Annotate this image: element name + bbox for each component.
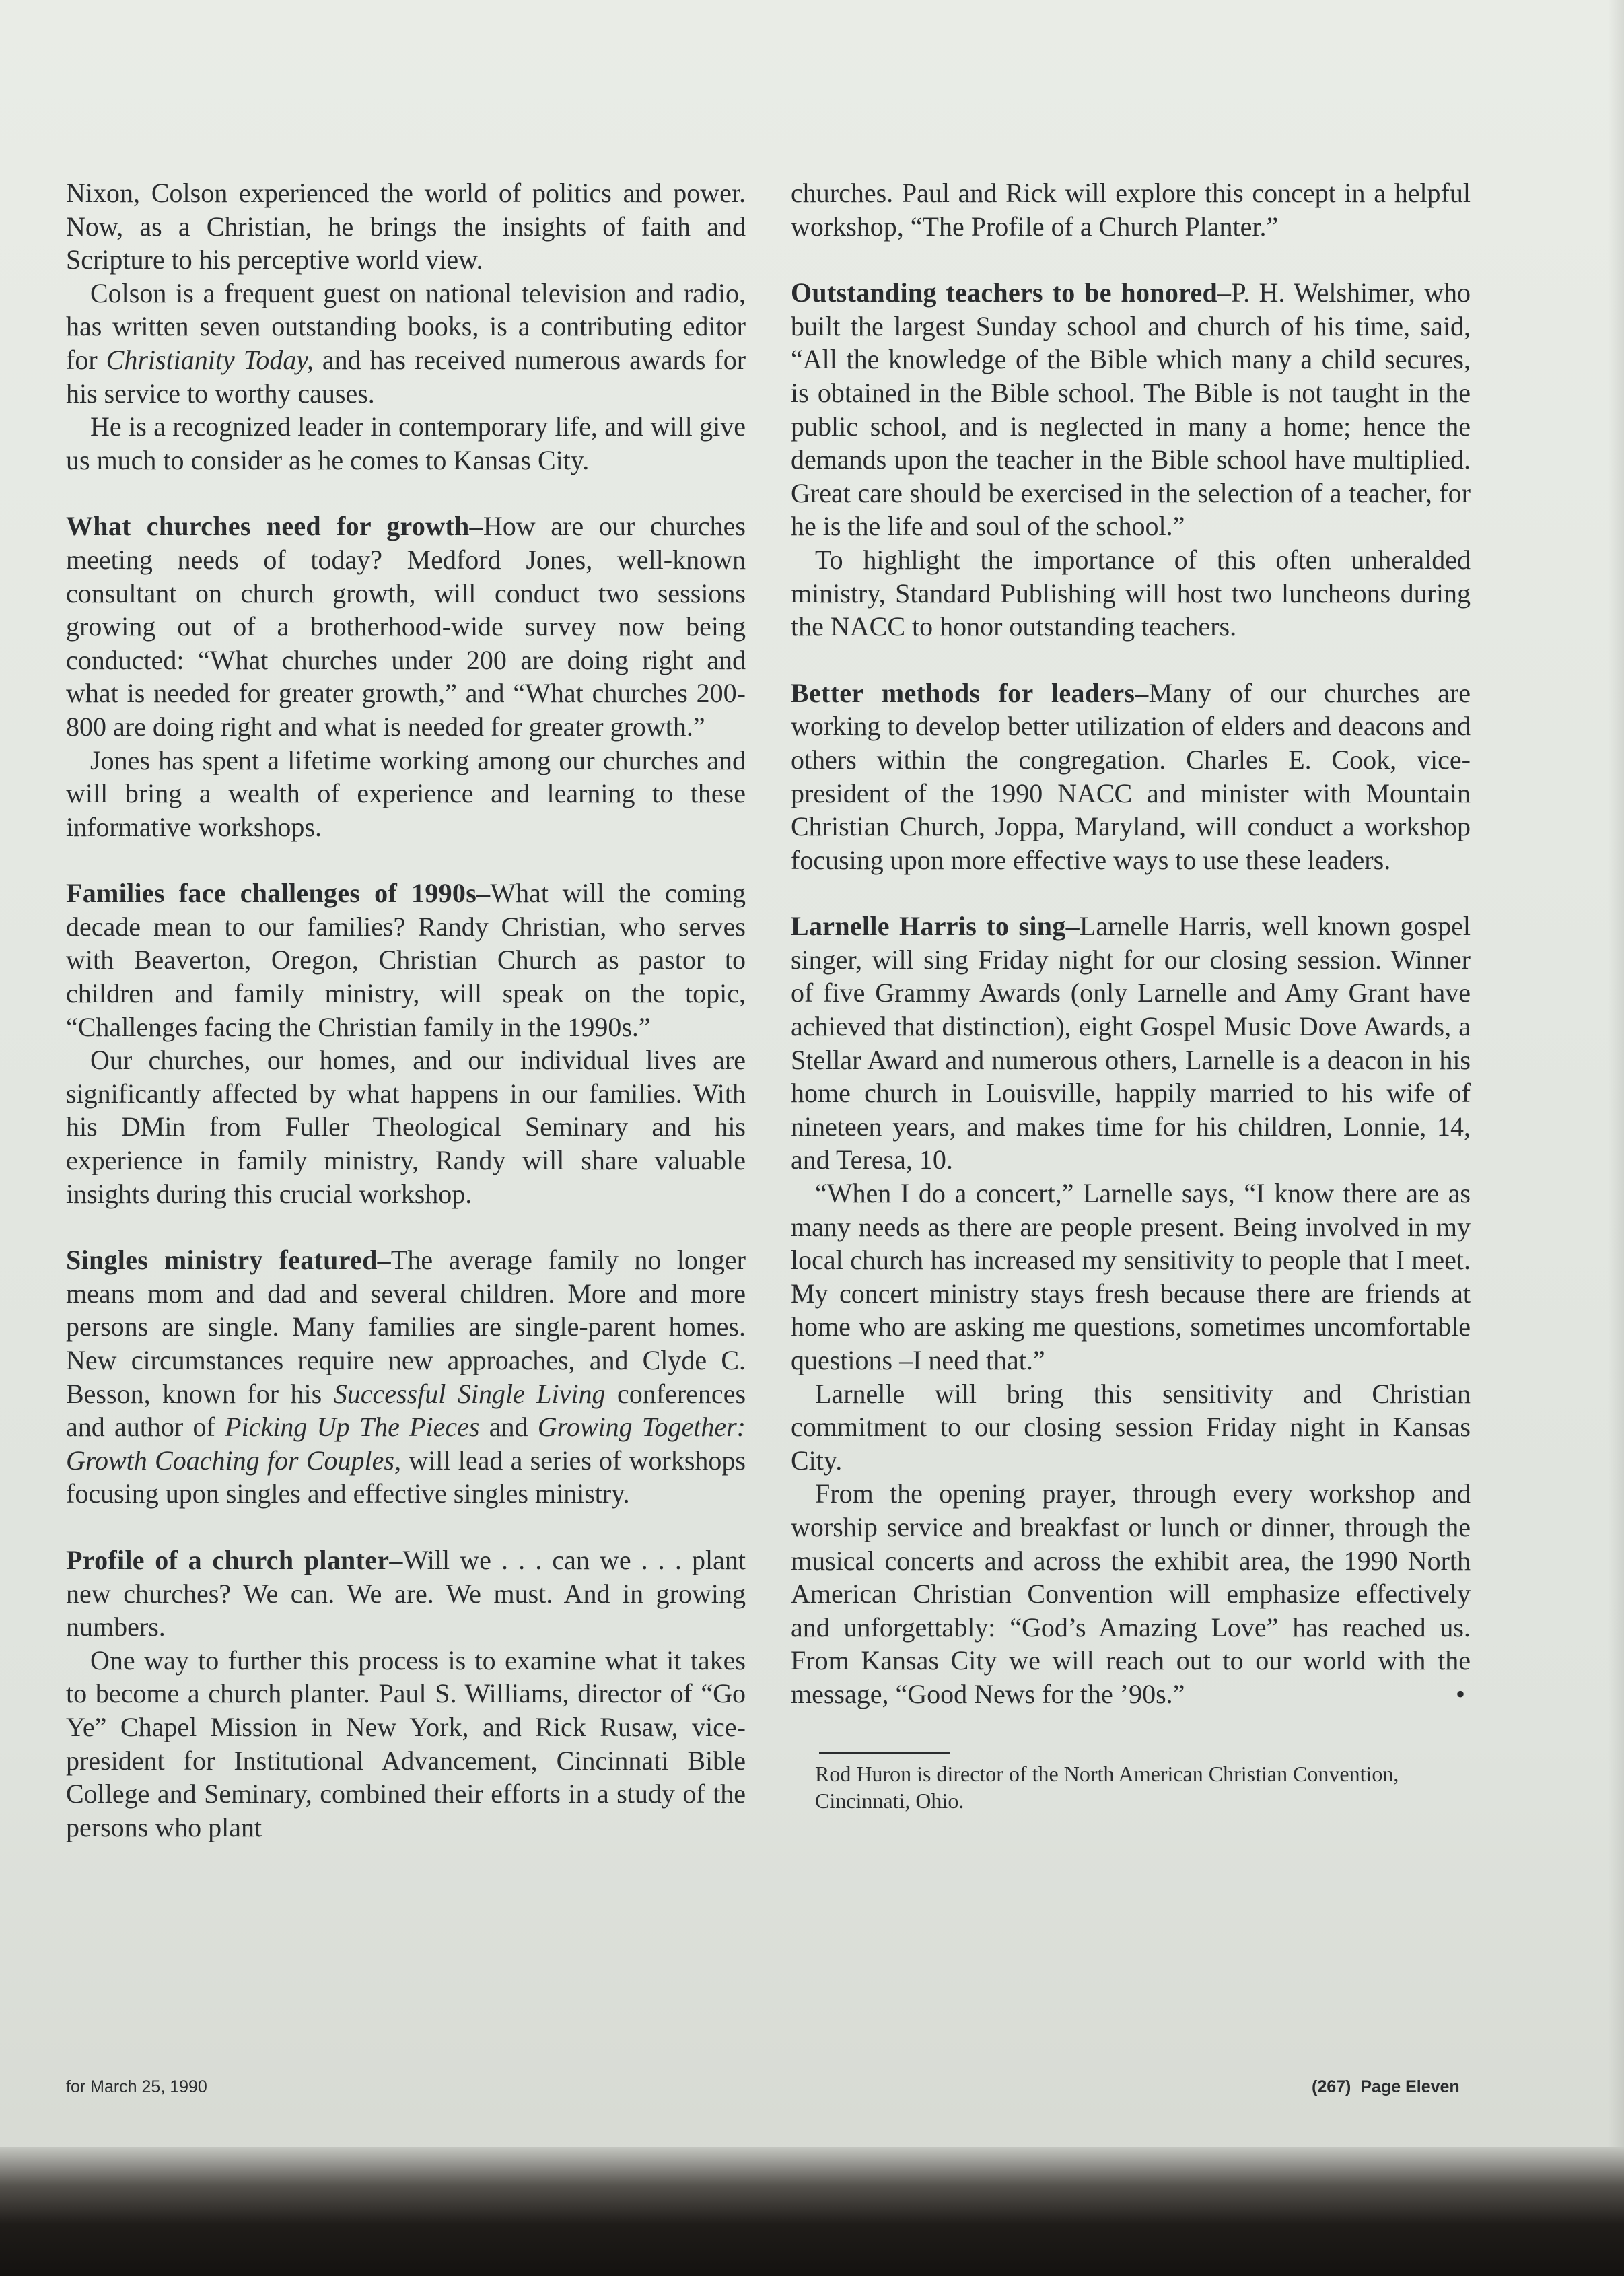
book-title: Growing Together: Growth Coaching for Couples, [66, 1412, 746, 1476]
section-heading: Families face challenges of 1990s– [66, 878, 491, 909]
book-title: Picking Up The Pieces [225, 1412, 480, 1443]
page-code: (267) [1312, 2077, 1351, 2096]
paragraph: Colson is a frequent guest on national television and radio, has written seven outstanding books, is a contributing editor for Christianity Today, and has received numerous awards for his service to worthy causes. [66, 277, 746, 409]
issue-date: for March 25, 1990 [66, 2077, 207, 2096]
scan-shadow [0, 2147, 1624, 2276]
paragraph: To highlight the importance of this often unheralded ministry, Standard Publishing will host two luncheons during the NACC to honor outstanding teachers. [791, 544, 1471, 642]
paragraph: Larnelle will bring this sensitivity and Christian commitment to our closing session Friday night in Kansas City. [791, 1378, 1471, 1476]
paragraph: “When I do a concert,” Larnelle says, “I know there are as many needs as there are people present. Being involved in my local church has increased my sensitivity to people that I meet. My concert ministry stays fresh because there are friends at home who are asking me questions, sometimes uncomfortable questions –I need that.” [791, 1178, 1471, 1375]
book-title: Successful Single Living [333, 1378, 606, 1409]
author-note: Rod Huron is director of the North American Christian Convention, Cincinnati, Ohio. [815, 1761, 1399, 1813]
right-column [791, 176, 1471, 1814]
left-column [66, 176, 746, 1844]
section-heading: Profile of a church planter– [66, 1544, 403, 1575]
section-harris: Larnelle Harris to sing–Larnelle Harris, well known gospel singer, will sing Friday night for our closing session. Winner of five Grammy Awards (only Larnelle and Amy Grant have achieved that distinction), eight Gospel Music Dove Awards, a Stellar Award and numerous others, Larnelle is a deacon in his home church in Louisville, happily married to his wife of nineteen years, and makes time for his children, Lonnie, 14, and Teresa, 10. [791, 911, 1471, 1175]
end-mark: • [1455, 1678, 1465, 1709]
paragraph: churches. Paul and Rick will explore this concept in a helpful workshop, “The Profile of a Church Planter.” [791, 178, 1471, 242]
section-heading: Larnelle Harris to sing– [791, 911, 1080, 942]
section-heading: Outstanding teachers to be honored– [791, 277, 1232, 308]
paragraph: Jones has spent a lifetime working among our churches and will bring a wealth of experience and learning to these informative workshops. [66, 745, 746, 842]
footnote-rule [819, 1752, 950, 1754]
section-heading: What churches need for growth– [66, 511, 483, 542]
paragraph: Our churches, our homes, and our individual lives are significantly affected by what happens in our families. With his DMin from Fuller Theological Seminary and his experience in family ministry, Randy will share valuable insights during this crucial workshop. [66, 1045, 746, 1209]
page-edge-shade [1608, 0, 1624, 2174]
closing-paragraph: From the opening prayer, through every workshop and worship service and breakfast or lunch or dinner, through the musical concerts and across the exhibit area, the 1990 North American Christian Convention will emphasize effectively and unforgettably: “God’s Amazing Love” has reached us. From Kansas City we will reach out to our world with the message, “Good News for the ’90s.” • [791, 1477, 1471, 1711]
section-planter: Profile of a church planter–Will we . . . can we . . . plant new churches? We can. We are. We must. And in growing numbers. [66, 1544, 746, 1643]
paragraph: Nixon, Colson experienced the world of politics and power. Now, as a Christian, he brings the insights of faith and Scripture to his perceptive world view. [66, 178, 746, 275]
section-heading: Better methods for leaders– [791, 677, 1149, 708]
paragraph: He is a recognized leader in contemporary life, and will give us much to consider as he comes to Kansas City. [66, 411, 746, 475]
section-families: Families face challenges of 1990s–What will the coming decade mean to our families? Randy Christian, who serves with Beaverton, Oregon, Christian Church as pastor to children and family ministry, will speak on the topic, “Challenges facing the Christian family in the 1990s.” [66, 878, 746, 1042]
page-number [1302, 2077, 1460, 2097]
publication-title: Christianity Today, [106, 344, 314, 375]
paragraph: One way to further this process is to examine what it takes to become a church planter. Paul S. Williams, director of “Go Ye” Chapel Mission in New York, and Rick Rusaw, vice-president for Institutional Advancement, Cincinnati Bible College and Seminary, combined their efforts in a study of the persons who plant [66, 1645, 746, 1842]
section-singles: Singles ministry featured–The average family no longer means mom and dad and several children. More and more persons are single. Many families are single-parent homes. New circumstances require new approaches, and Clyde C. Besson, known for his Successful Single Living conferences and author of Picking Up The Pieces and Growing Together: Growth Coaching for Couples, will lead a series of workshops focusing upon singles and effective singles ministry. [66, 1245, 746, 1509]
section-methods: Better methods for leaders–Many of our churches are working to develop better utilization of elders and deacons and others within the congregation. Charles E. Cook, vice-president of the 1990 NACC and minister with Mountain Christian Church, Joppa, Maryland, will conduct a workshop focusing upon more effective ways to use these leaders. [791, 677, 1471, 875]
section-growth: What churches need for growth–How are our churches meeting needs of today? Medford Jones, well-known consultant on church growth, will conduct two sessions growing out of a brotherhood-wide survey now being conducted: “What churches under 200 are doing right and what is needed for greater growth,” and “What churches 200-800 are doing right and what is needed for greater growth.” [66, 511, 746, 742]
section-heading: Singles ministry featured– [66, 1245, 391, 1276]
page-label: Page Eleven [1360, 2077, 1460, 2096]
section-teachers: Outstanding teachers to be honored–P. H. Welshimer, who built the largest Sunday school and church of his time, said, “All the knowledge of the Bible which many a child secures, is obtained in the Bible school. The Bible is not taught in the public school, and is neglected in many a home; hence the demands upon the teacher in the Bible school have multiplied. Great care should be exercised in the selection of a teacher, for he is the life and soul of the school.” [791, 277, 1471, 542]
